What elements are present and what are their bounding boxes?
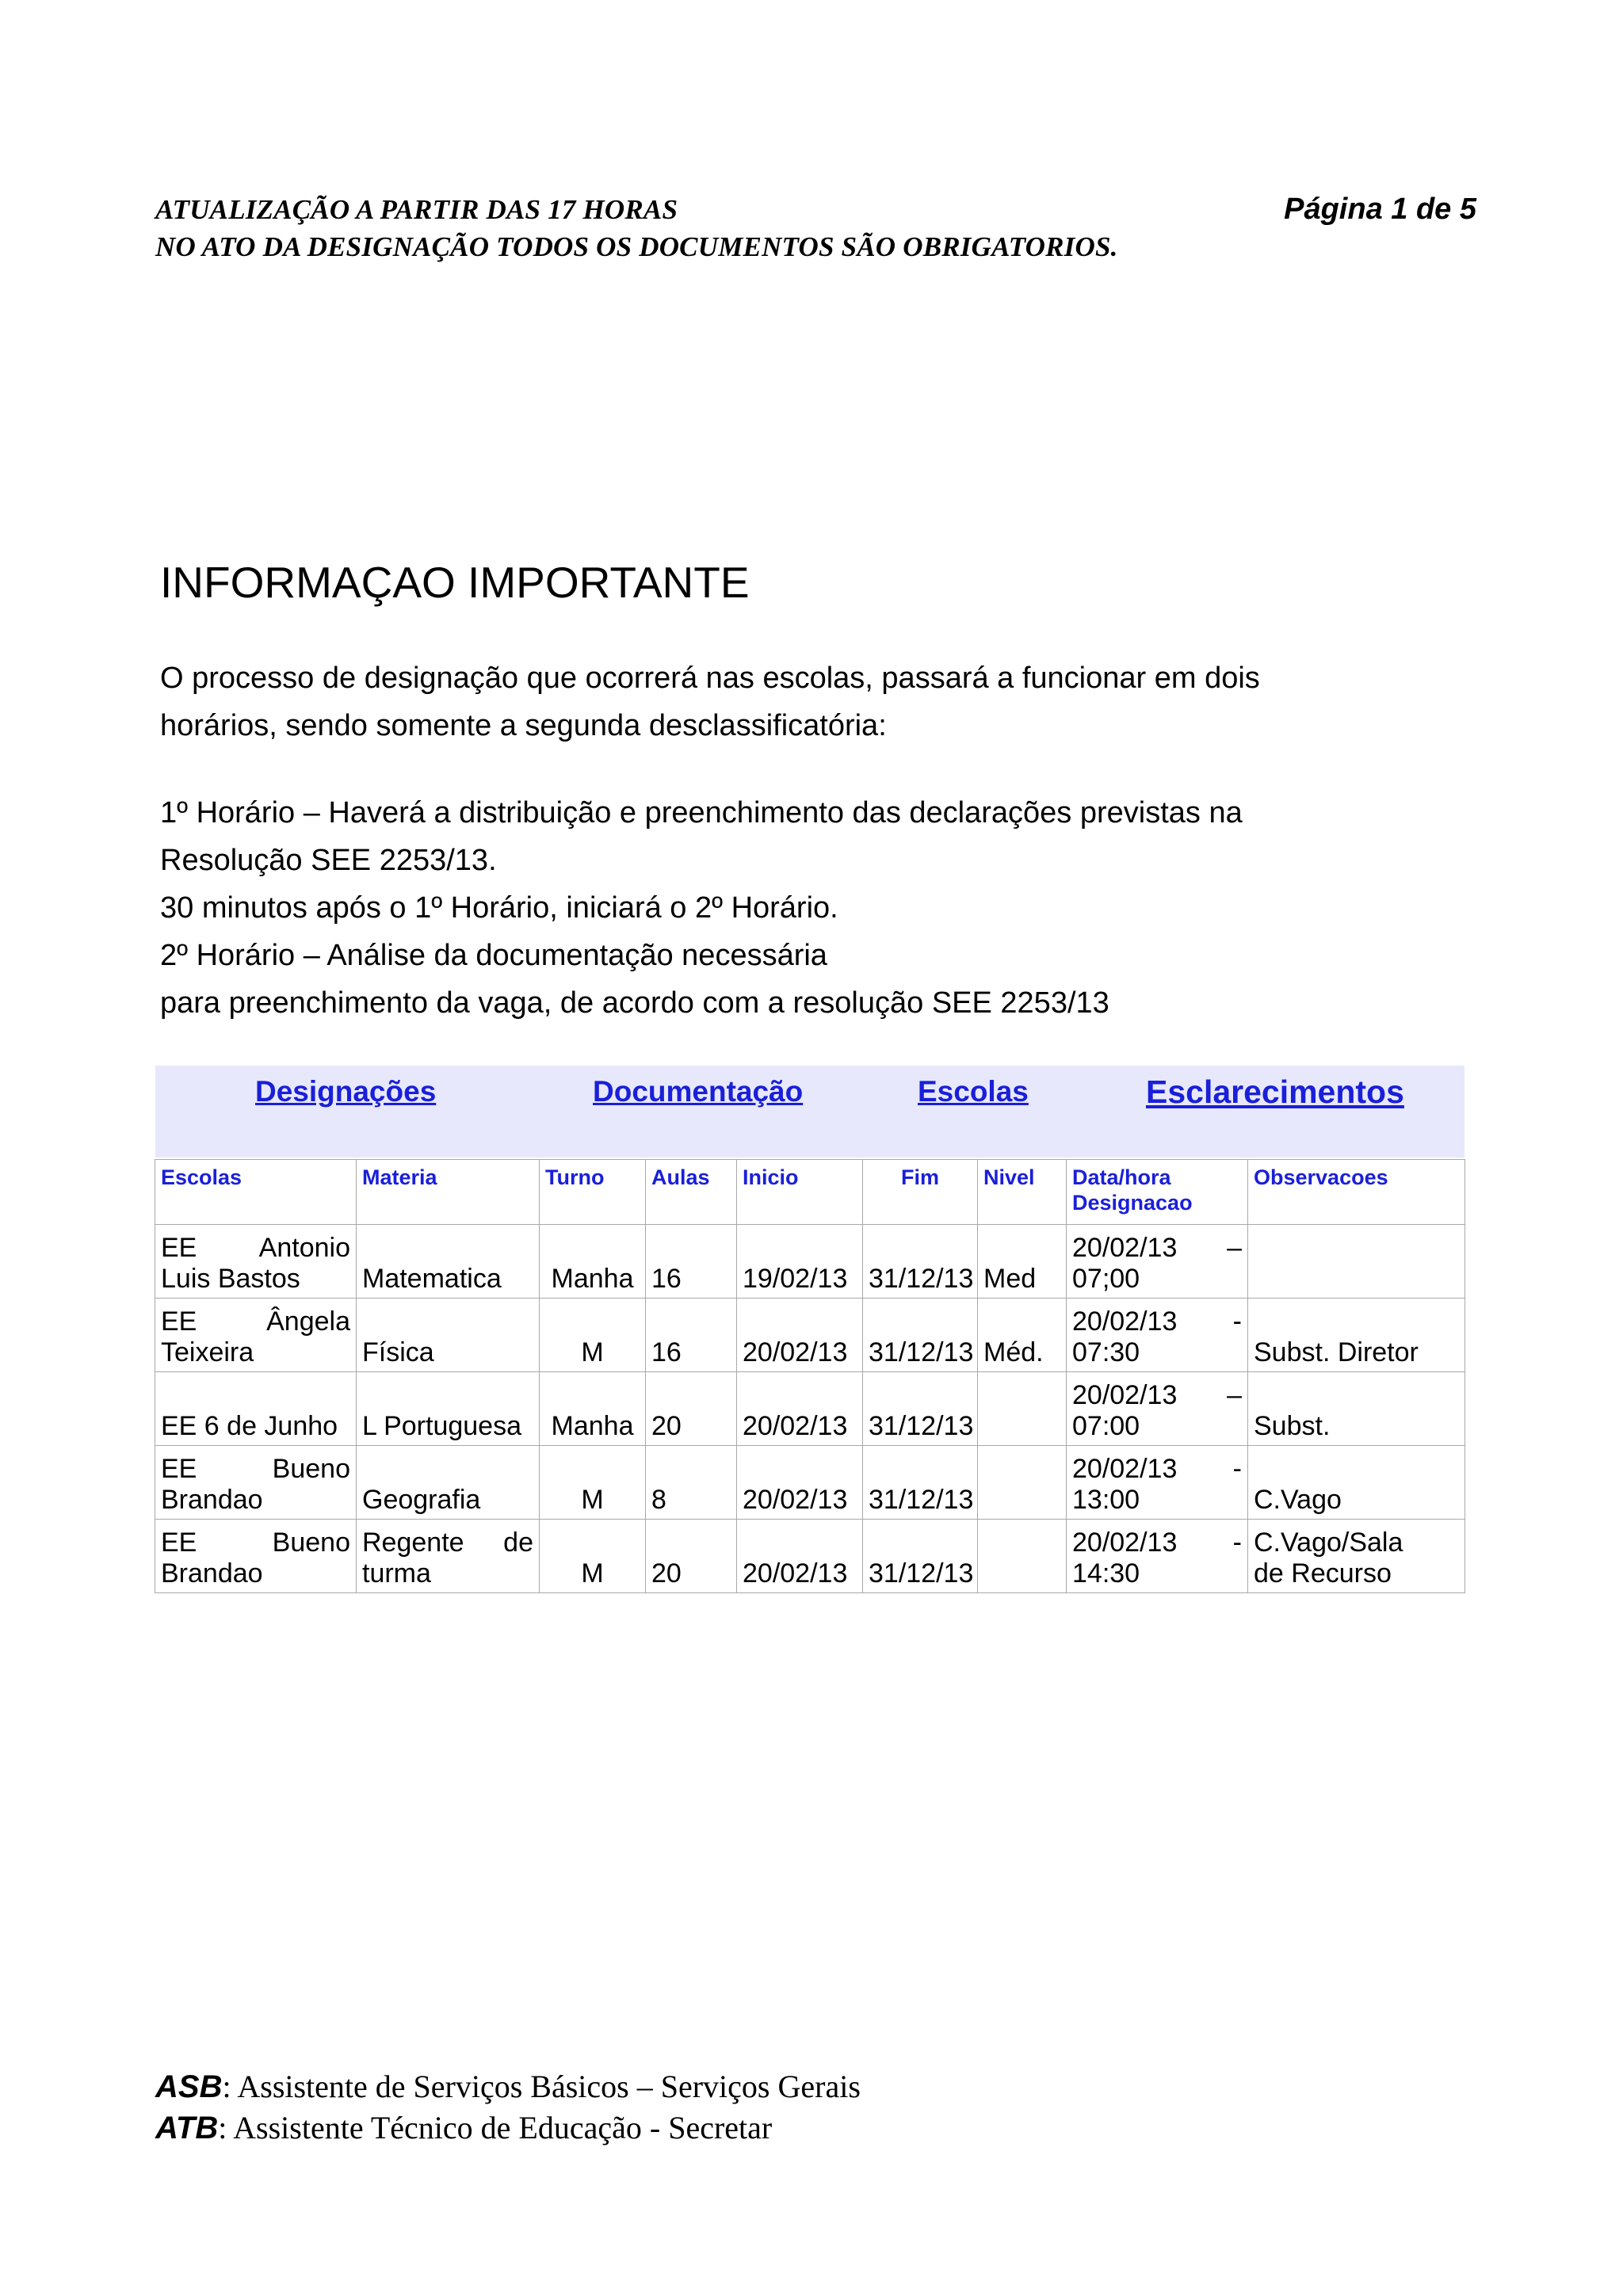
header-documents-notice: NO ATO DA DESIGNAÇÃO TODOS OS DOCUMENTOS SÃO OBRIGATORIOS. — [155, 231, 1118, 262]
cell-aulas: 16 — [646, 1225, 737, 1299]
cell-nivel: Med — [978, 1225, 1067, 1299]
table-row — [155, 1225, 1465, 1299]
cell-observacoes — [1248, 1299, 1465, 1372]
header-update-notice: ATUALIZAÇÃO A PARTIR DAS 17 HORAS — [155, 194, 678, 225]
cell-data-hora — [1067, 1520, 1248, 1593]
col-header-nivel: Nivel — [978, 1160, 1067, 1225]
cell-data-hora — [1067, 1225, 1248, 1299]
col-header-materia: Materia — [357, 1160, 540, 1225]
nav-link-documentacao[interactable]: Documentação — [593, 1075, 804, 1108]
cell-aulas: 8 — [646, 1446, 737, 1520]
cell-escola — [155, 1299, 357, 1372]
cell-observacoes-line1: C.Vago/Sala — [1254, 1527, 1403, 1558]
cell-escola — [155, 1372, 357, 1446]
cell-escola — [155, 1520, 357, 1593]
cell-materia-line2: Matematica — [362, 1264, 502, 1294]
cell-materia-line2: turma — [362, 1558, 431, 1589]
cell-materia-line1 — [362, 1454, 533, 1485]
cell-escola — [155, 1446, 357, 1520]
cell-data-hora-line1: 20/02/13 – — [1072, 1233, 1242, 1263]
col-header-data-hora-line1: Data/hora — [1072, 1165, 1171, 1189]
cell-materia — [357, 1372, 540, 1446]
footer-asb — [155, 2068, 861, 2105]
nav-link-designacoes[interactable]: Designações — [255, 1075, 437, 1108]
cell-data-hora-line2: 14:30 — [1072, 1558, 1140, 1589]
cell-observacoes-line2: C.Vago — [1254, 1485, 1342, 1515]
footer-atb-abbr: ATB — [155, 2111, 219, 2145]
cell-escola-line1 — [161, 1380, 350, 1411]
cell-fim: 31/12/13 — [863, 1446, 978, 1520]
cell-escola-line1: EE Bueno — [161, 1454, 350, 1484]
cell-turno: Manha — [540, 1225, 646, 1299]
cell-nivel: Méd. — [978, 1299, 1067, 1372]
cell-fim: 31/12/13 — [863, 1299, 978, 1372]
cell-turno: M — [540, 1446, 646, 1520]
col-header-inicio: Inicio — [737, 1160, 863, 1225]
table-row — [155, 1372, 1465, 1446]
cell-aulas: 16 — [646, 1299, 737, 1372]
cell-escola-line1: EE Bueno — [161, 1527, 350, 1558]
cell-observacoes-line2: Subst. Diretor — [1254, 1337, 1419, 1367]
cell-turno: Manha — [540, 1372, 646, 1446]
nav-link-escolas[interactable]: Escolas — [918, 1075, 1029, 1108]
col-header-data-hora-line2: Designacao — [1072, 1191, 1193, 1215]
cell-data-hora-line1: 20/02/13 - — [1072, 1306, 1242, 1337]
cell-observacoes — [1248, 1520, 1465, 1593]
cell-turno: M — [540, 1299, 646, 1372]
col-header-escolas: Escolas — [155, 1160, 357, 1225]
designations-table — [155, 1159, 1465, 1593]
cell-escola-line1: EE Ângela — [161, 1306, 350, 1337]
footer-asb-text: : Assistente de Serviços Básicos – Serviços Gerais — [222, 2069, 861, 2104]
info-paragraph-2-line-5: para preenchimento da vaga, de acordo com a resolução SEE 2253/13 — [160, 986, 1109, 1020]
cell-data-hora-line2: 07:30 — [1072, 1337, 1140, 1367]
footer-atb-text: : Assistente Técnico de Educação - Secretar — [218, 2110, 773, 2145]
cell-escola-line2: EE 6 de Junho — [161, 1411, 338, 1441]
cell-fim: 31/12/13 — [863, 1520, 978, 1593]
cell-escola — [155, 1225, 357, 1299]
cell-inicio: 19/02/13 — [737, 1225, 863, 1299]
cell-escola-line2: Brandao — [161, 1558, 263, 1589]
cell-data-hora — [1067, 1372, 1248, 1446]
table-header-row — [155, 1160, 1465, 1225]
footer-atb — [155, 2109, 772, 2146]
cell-turno: M — [540, 1520, 646, 1593]
cell-observacoes — [1248, 1225, 1465, 1299]
nav-link-esclarecimentos[interactable]: Esclarecimentos — [1146, 1074, 1404, 1110]
cell-fim: 31/12/13 — [863, 1372, 978, 1446]
cell-observacoes — [1248, 1372, 1465, 1446]
cell-nivel — [978, 1520, 1067, 1593]
cell-escola-line1: EE Antonio — [161, 1233, 350, 1263]
cell-data-hora-line1: 20/02/13 – — [1072, 1380, 1242, 1410]
cell-data-hora-line1: 20/02/13 - — [1072, 1527, 1242, 1558]
cell-materia-line2: Geografia — [362, 1485, 481, 1515]
cell-escola-line2: Teixeira — [161, 1337, 254, 1367]
cell-escola-line2: Luis Bastos — [161, 1264, 300, 1294]
table-row — [155, 1520, 1465, 1593]
page-number: Página 1 de 5 — [1284, 193, 1476, 226]
cell-inicio: 20/02/13 — [737, 1299, 863, 1372]
cell-inicio: 20/02/13 — [737, 1520, 863, 1593]
cell-observacoes — [1248, 1446, 1465, 1520]
cell-nivel — [978, 1446, 1067, 1520]
cell-inicio: 20/02/13 — [737, 1446, 863, 1520]
info-paragraph-2-line-3: 30 minutos após o 1º Horário, iniciará o 2º Horário. — [160, 891, 838, 925]
cell-materia-line1 — [362, 1233, 533, 1264]
cell-observacoes-line2: de Recurso — [1254, 1558, 1392, 1589]
footer-asb-abbr: ASB — [155, 2069, 223, 2104]
info-paragraph-1-line-1: O processo de designação que ocorrerá nas escolas, passará a funcionar em dois — [160, 662, 1260, 695]
cell-data-hora — [1067, 1446, 1248, 1520]
info-paragraph-2-line-1: 1º Horário – Haverá a distribuição e preenchimento das declarações previstas na — [160, 796, 1243, 830]
cell-materia — [357, 1520, 540, 1593]
nav-bar — [155, 1066, 1465, 1158]
cell-escola-line2: Brandao — [161, 1485, 263, 1515]
cell-materia-line2: L Portuguesa — [362, 1411, 521, 1441]
col-header-fim: Fim — [863, 1160, 978, 1225]
info-paragraph-2-line-4: 2º Horário – Análise da documentação necessária — [160, 939, 827, 972]
cell-nivel — [978, 1372, 1067, 1446]
cell-data-hora-line2: 07:00 — [1072, 1411, 1140, 1441]
cell-data-hora-line2: 07;00 — [1072, 1264, 1140, 1294]
info-paragraph-2-line-2: Resolução SEE 2253/13. — [160, 844, 497, 877]
cell-observacoes-line2: Subst. — [1254, 1411, 1331, 1441]
cell-materia — [357, 1446, 540, 1520]
info-title: INFORMAÇAO IMPORTANTE — [160, 558, 750, 607]
cell-materia — [357, 1299, 540, 1372]
cell-materia-line1 — [362, 1380, 533, 1411]
cell-materia — [357, 1225, 540, 1299]
cell-materia-line1: Regente de — [362, 1527, 533, 1558]
cell-data-hora — [1067, 1299, 1248, 1372]
col-header-turno: Turno — [540, 1160, 646, 1225]
cell-materia-line2: Física — [362, 1337, 434, 1367]
col-header-observacoes: Observacoes — [1248, 1160, 1465, 1225]
cell-inicio: 20/02/13 — [737, 1372, 863, 1446]
cell-fim: 31/12/13 — [863, 1225, 978, 1299]
table-row — [155, 1299, 1465, 1372]
cell-aulas: 20 — [646, 1372, 737, 1446]
cell-materia-line1 — [362, 1306, 533, 1337]
table-row — [155, 1446, 1465, 1520]
info-paragraph-1-line-2: horários, sendo somente a segunda desclassificatória: — [160, 709, 887, 742]
cell-data-hora-line2: 13:00 — [1072, 1485, 1140, 1515]
cell-data-hora-line1: 20/02/13 - — [1072, 1454, 1242, 1484]
col-header-data-hora — [1067, 1160, 1248, 1225]
col-header-aulas: Aulas — [646, 1160, 737, 1225]
cell-aulas: 20 — [646, 1520, 737, 1593]
